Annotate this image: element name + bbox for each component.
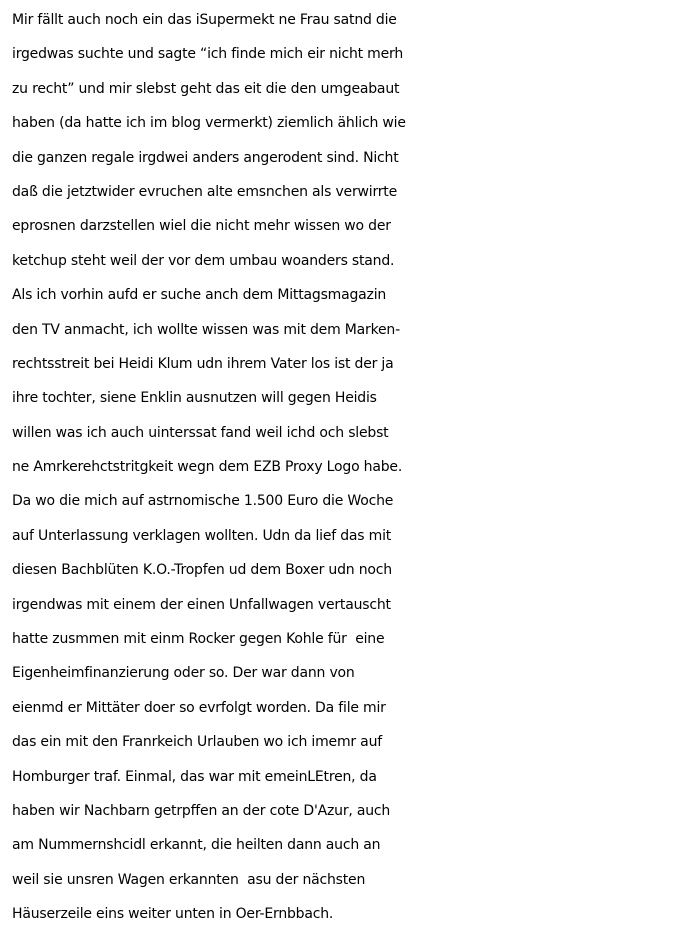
text-line: die ganzen regale irgdwei anders angerodent sind. Nicht <box>12 149 399 166</box>
text-line: Da wo die mich auf astrnomische 1.500 Euro die Woche <box>12 493 394 510</box>
text-line: auf Unterlassung verklagen wollten. Udn da lief das mit <box>12 527 392 544</box>
body-paragraph <box>12 3 684 932</box>
text-line: den TV anmacht, ich wollte wissen was mit dem Marken- <box>12 321 400 338</box>
text-line: am Nummernshcidl erkannt, die heilten dann auch an <box>12 837 381 854</box>
text-line: Eigenheimfinanzierung oder so. Der war dann von <box>12 665 355 682</box>
text-line: eienmd er Mittäter doer so evrfolgt worden. Da file mir <box>12 699 386 716</box>
text-line: willen was ich auch uinterssat fand weil ichd och slebst <box>12 424 389 441</box>
text-line: zu recht” und mir slebst geht das eit die den umgeabaut <box>12 80 400 97</box>
text-line: ne Amrkerehctstritgkeit wegn dem EZB Proxy Logo habe. <box>12 459 403 476</box>
text-line: irgedwas suchte und sagte “ich finde mich eir nicht merh <box>12 46 404 63</box>
text-line: haben wir Nachbarn getrpffen an der cote D'Azur, auch <box>12 802 391 819</box>
text-line: haben (da hatte ich im blog vermerkt) ziemlich ählich wie <box>12 115 406 132</box>
text-line: das ein mit den Franrkeich Urlauben wo ich imemr auf <box>12 734 382 751</box>
text-line: Mir fällt auch noch ein das iSupermekt ne Frau satnd die <box>12 12 397 28</box>
text-line: hatte zusmmen mit einm Rocker gegen Kohle für eine <box>12 631 385 648</box>
text-line: ihre tochter, siene Enklin ausnutzen will gegen Heidis <box>12 390 377 407</box>
text-line: diesen Bachblüten K.O.-Tropfen ud dem Boxer udn noch <box>12 562 392 579</box>
text-line: eprosnen darzstellen wiel die nicht mehr wissen wo der <box>12 218 391 235</box>
text-line: Als ich vorhin aufd er suche anch dem Mittagsmagazin <box>12 287 387 304</box>
text-line: Homburger traf. Einmal, das war mit emeinLEtren, da <box>12 768 377 785</box>
text-line: Häuserzeile eins weiter unten in Oer-Ernbbach. <box>12 906 334 923</box>
text-line: irgendwas mit einem der einen Unfallwagen vertauscht <box>12 596 391 613</box>
text-line: rechtsstreit bei Heidi Klum udn ihrem Vater los ist der ja <box>12 355 394 372</box>
text-line: ketchup steht weil der vor dem umbau woanders stand. <box>12 252 395 269</box>
text-line: weil sie unsren Wagen erkannten asu der nächsten <box>12 871 366 888</box>
text-line: daß die jetztwider evruchen alte emsnchen als verwirrte <box>12 183 398 200</box>
